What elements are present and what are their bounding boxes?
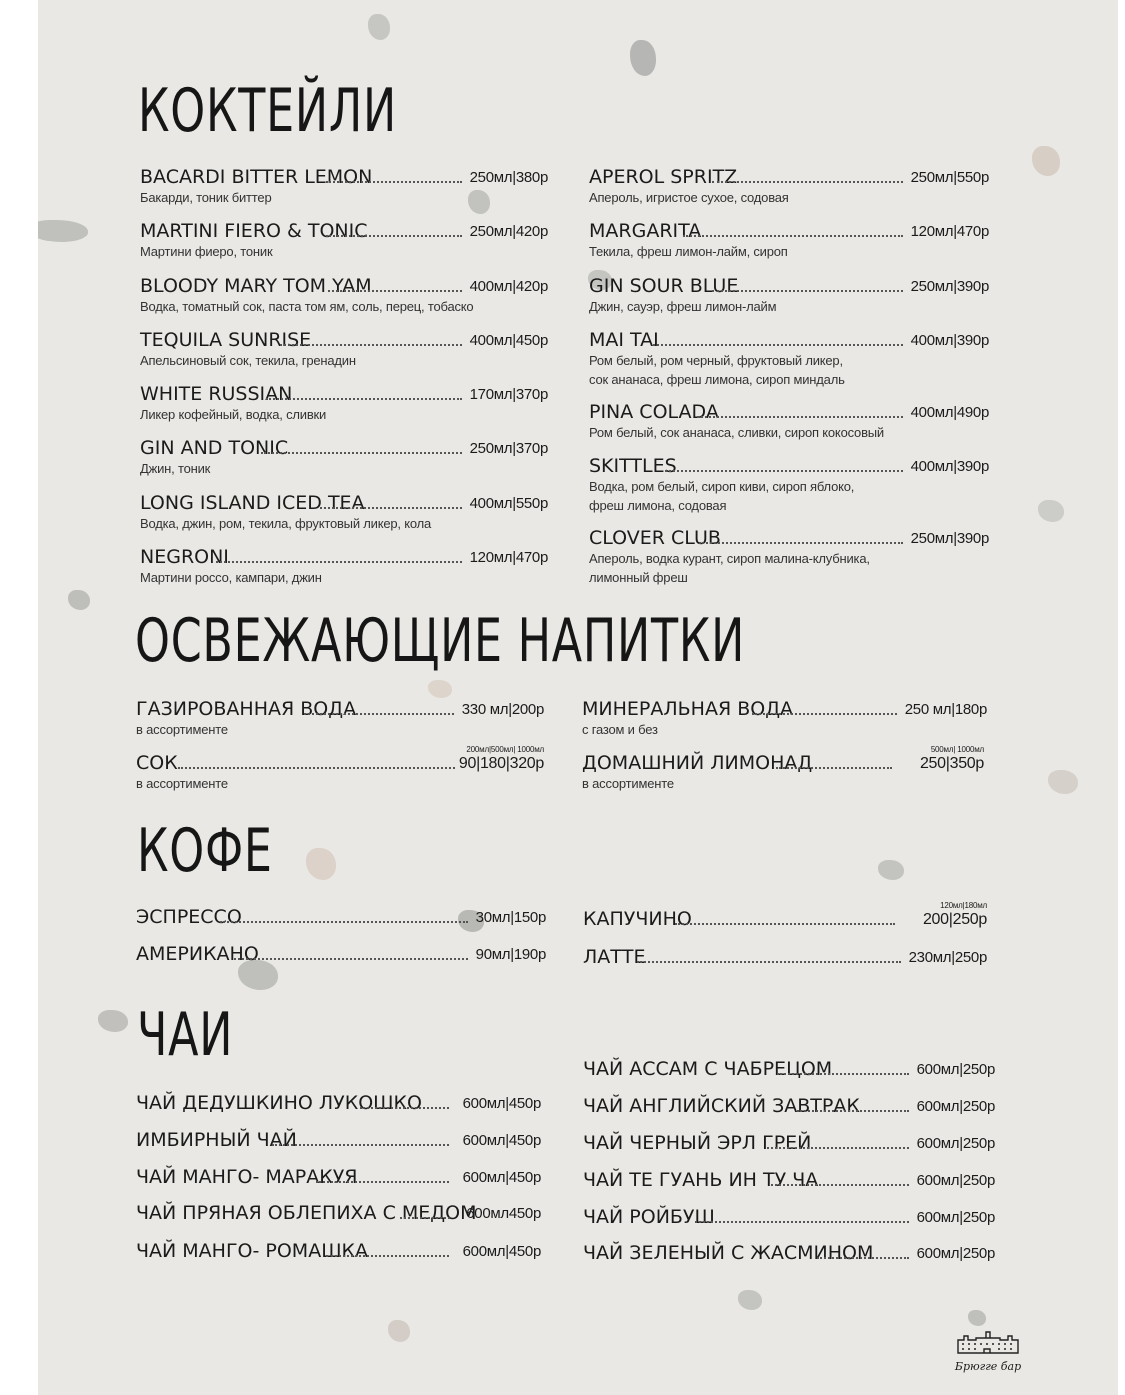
decor-stone: [388, 1320, 410, 1342]
menu-item: [140, 437, 548, 478]
item-name: КАПУЧИНО: [583, 908, 692, 930]
decor-stone: [968, 1310, 986, 1326]
logo-text: Брюгге бар: [954, 1360, 1022, 1373]
item-name: ИМБИРНЫЙ ЧАЙ: [136, 1129, 297, 1151]
item-description: Джин, тоник: [140, 461, 211, 476]
item-name: ЧАЙ ЗЕЛЕНЫЙ С ЖАСМИНОМ: [583, 1242, 874, 1264]
item-price: 250мл|390р: [910, 530, 989, 547]
item-description: Текила, фреш лимон-лайм, сироп: [589, 244, 788, 259]
item-description: Апероль, водка курант, сироп малина-клубника,: [589, 551, 870, 566]
menu-item: [583, 900, 987, 930]
item-description: Бакарди, тоник биттер: [140, 190, 272, 205]
section-title-cocktails: КОКТЕЙЛИ: [138, 76, 397, 146]
item-price: 120мл|470р: [469, 549, 548, 566]
item-name: MARTINI FIERO & TONIC: [140, 220, 368, 242]
item-name: NEGRONI: [140, 546, 229, 568]
item-name: MAI TAI: [589, 329, 659, 351]
item-name: ЧАЙ ТЕ ГУАНЬ ИН ТУ ЧА: [583, 1169, 819, 1191]
item-price: 600мл|450р: [462, 1132, 541, 1149]
item-name: SKITTLES: [589, 455, 677, 477]
item-price: 250мл|390р: [910, 278, 989, 295]
menu-item: [583, 1058, 995, 1080]
item-description: Водка, ром белый, сироп киви, сироп яблоко,: [589, 479, 855, 494]
item-name: GIN SOUR BLUE: [589, 275, 739, 297]
item-description: лимонный фреш: [589, 570, 688, 585]
item-name: MARGARITA: [589, 220, 702, 242]
castle-icon: [956, 1330, 1020, 1354]
item-description: в ассортименте: [582, 776, 674, 791]
item-price: 250 мл|180р: [904, 701, 987, 718]
section-title-coffee: КОФЕ: [137, 816, 273, 886]
bar-logo: [953, 1330, 1023, 1373]
menu-item: [589, 455, 989, 515]
decor-stone: [428, 680, 452, 698]
item-price: 600мл|450р: [462, 1169, 541, 1186]
decor-stone: [878, 860, 904, 880]
item-name: ЧАЙ РОЙБУШ: [583, 1206, 715, 1228]
item-price: 400мл|550р: [469, 495, 548, 512]
menu-item: [583, 1206, 995, 1228]
menu-item: [136, 906, 546, 928]
item-price: 200|250р: [922, 911, 987, 928]
item-description: Водка, томатный сок, паста том ям, соль, перец, тобаско: [140, 299, 474, 314]
menu-item: [140, 383, 548, 424]
menu-item: [589, 527, 989, 587]
menu-item: [136, 1092, 541, 1114]
item-name: ЧАЙ ДЕДУШКИНО ЛУКОШКО: [136, 1092, 422, 1114]
item-price: 600мл|450р: [462, 1095, 541, 1112]
menu-item: [140, 546, 548, 587]
menu-item: [583, 946, 987, 968]
menu-item: [140, 220, 548, 261]
decor-stone: [1038, 500, 1064, 522]
item-name: ГАЗИРОВАННАЯ ВОДА: [136, 698, 357, 720]
menu-item: [589, 329, 989, 389]
section-title-tea: ЧАИ: [137, 1000, 234, 1070]
item-name: ЧАЙ МАНГО- МАРАКУЯ: [136, 1166, 358, 1188]
item-description: Мартини россо, кампари, джин: [140, 570, 322, 585]
menu-item: [589, 275, 989, 316]
item-name: ЧАЙ МАНГО- РОМАШКА: [136, 1240, 368, 1262]
decor-stone: [630, 40, 656, 76]
item-price: 90|180|320р: [458, 755, 544, 772]
menu-item: [583, 1242, 995, 1264]
decor-stone: [38, 220, 88, 242]
item-price: 250мл|370р: [469, 440, 548, 457]
item-description: Апельсиновый сок, текила, гренадин: [140, 353, 356, 368]
item-description: Апероль, игристое сухое, содовая: [589, 190, 789, 205]
item-description: Ликер кофейный, водка, сливки: [140, 407, 327, 422]
menu-item: [582, 698, 987, 739]
item-price: 230мл|250р: [908, 949, 987, 966]
item-name: GIN AND TONIC: [140, 437, 289, 459]
item-price: 400мл|390р: [910, 458, 989, 475]
decor-stone: [306, 848, 336, 880]
item-price: 400мл|390р: [910, 332, 989, 349]
item-price: 30мл|150р: [475, 909, 546, 926]
decor-stone: [368, 14, 390, 40]
menu-item: [136, 744, 544, 793]
item-name: ЧАЙ ПРЯНАЯ ОБЛЕПИХА С МЕДОМ: [136, 1202, 477, 1224]
item-price: 170мл|370р: [469, 386, 548, 403]
item-price: 250мл|550р: [910, 169, 989, 186]
item-name: ЧАЙ АНГЛИЙСКИЙ ЗАВТРАК: [583, 1095, 860, 1117]
menu-item: [136, 1166, 541, 1188]
item-description: сок ананаса, фреш лимона, сироп миндаль: [589, 372, 845, 387]
menu-item: [589, 220, 989, 261]
item-price: 600мл|250р: [916, 1061, 995, 1078]
item-price: 600мл|250р: [916, 1209, 995, 1226]
item-name: ЧАЙ ЧЕРНЫЙ ЭРЛ ГРЕЙ: [583, 1132, 812, 1154]
item-price: 600мл|250р: [916, 1098, 995, 1115]
menu-item: [136, 698, 544, 739]
menu-item: [589, 166, 989, 207]
menu-item: [582, 744, 984, 793]
item-name: WHITE RUSSIAN: [140, 383, 293, 405]
decor-stone: [68, 590, 90, 610]
item-price: 400мл|420р: [469, 278, 548, 295]
item-description: Мартини фиеро, тоник: [140, 244, 273, 259]
menu-item: [136, 943, 546, 965]
menu-page: [38, 0, 1118, 1395]
item-price: 90мл|190р: [475, 946, 546, 963]
menu-item: [583, 1132, 995, 1154]
menu-item: [589, 401, 989, 442]
decor-stone: [1048, 770, 1078, 794]
item-name: АМЕРИКАНО: [136, 943, 259, 965]
item-price: 600мл|250р: [916, 1172, 995, 1189]
item-description: Водка, джин, ром, текила, фруктовый ликер, кола: [140, 516, 432, 531]
item-name: CLOVER CLUB: [589, 527, 721, 549]
item-name: ДОМАШНИЙ ЛИМОНАД: [582, 752, 813, 774]
item-price: 400мл|450р: [469, 332, 548, 349]
item-name: ЛАТТЕ: [583, 946, 646, 968]
item-description: в ассортименте: [136, 776, 228, 791]
item-name: PINA COLADA: [589, 401, 719, 423]
item-price: 600мл|250р: [916, 1245, 995, 1262]
item-name: ЭСПРЕССО: [136, 906, 242, 928]
item-name: МИНЕРАЛЬНАЯ ВОДА: [582, 698, 794, 720]
menu-item: [136, 1240, 541, 1262]
menu-item: [140, 166, 548, 207]
item-name: ЧАЙ АССАМ С ЧАБРЕЦОМ: [583, 1058, 833, 1080]
item-name: СОК: [136, 752, 178, 774]
item-description: в ассортименте: [136, 722, 228, 737]
item-price: 400мл|490р: [910, 404, 989, 421]
item-price: 330 мл|200р: [461, 701, 544, 718]
item-name: TEQUILA SUNRISE: [140, 329, 312, 351]
item-price: 250мл|380р: [469, 169, 548, 186]
menu-item: [140, 329, 548, 370]
section-title-refreshing: ОСВЕЖАЮЩИЕ НАПИТКИ: [135, 606, 746, 676]
item-price: 600мл|250р: [916, 1135, 995, 1152]
item-name: APEROL SPRITZ: [589, 166, 738, 188]
item-description: Ром белый, сок ананаса, сливки, сироп кокосовый: [589, 425, 884, 440]
item-description: фреш лимона, содовая: [589, 498, 727, 513]
menu-item: [140, 492, 548, 533]
item-description: Ром белый, ром черный, фруктовый ликер,: [589, 353, 843, 368]
item-volumes: 120мл|180мл: [940, 901, 987, 910]
item-volumes: 200мл|500мл| 1000мл: [466, 745, 544, 754]
menu-item: [136, 1129, 541, 1151]
item-price: 600мл450р: [466, 1205, 541, 1222]
item-description: Джин, сауэр, фреш лимон-лайм: [589, 299, 777, 314]
item-description: с газом и без: [582, 722, 658, 737]
decor-stone: [738, 1290, 762, 1310]
item-price: 250мл|420р: [469, 223, 548, 240]
menu-item: [140, 275, 548, 316]
decor-stone: [98, 1010, 128, 1032]
item-name: LONG ISLAND ICED TEA: [140, 492, 365, 514]
item-price: 250|350р: [919, 755, 984, 772]
item-name: BACARDI BITTER LEMON: [140, 166, 373, 188]
menu-item: [583, 1169, 995, 1191]
item-volumes: 500мл| 1000мл: [930, 745, 984, 754]
item-name: BLOODY MARY TOM YAM: [140, 275, 372, 297]
menu-item: [136, 1202, 541, 1224]
menu-item: [583, 1095, 995, 1117]
item-price: 600мл|450р: [462, 1243, 541, 1260]
item-price: 120мл|470р: [910, 223, 989, 240]
decor-stone: [1032, 146, 1060, 176]
